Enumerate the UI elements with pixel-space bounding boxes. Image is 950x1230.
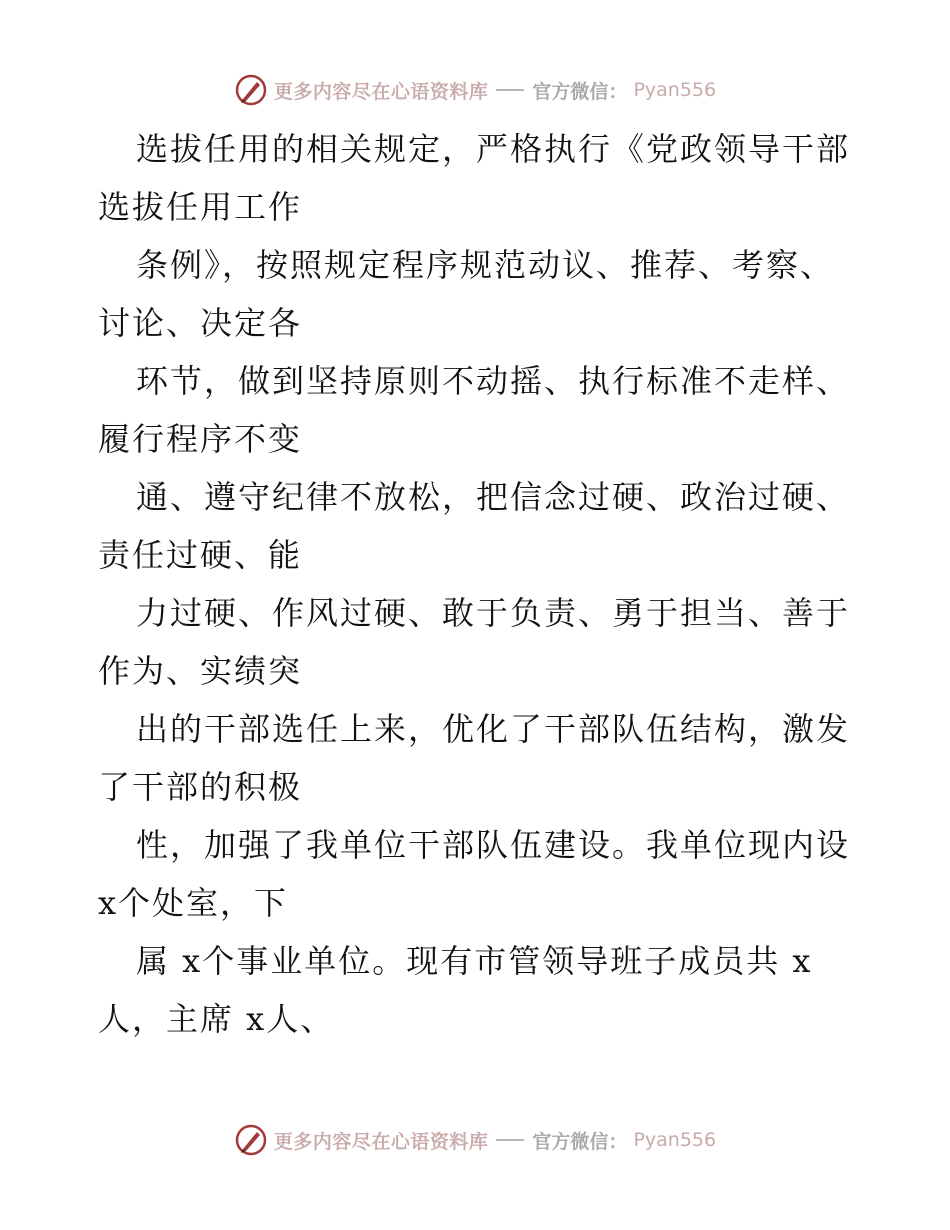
footer-banner-account: Pyan556 [633,1129,717,1151]
header-banner [0,70,950,110]
document-line: 条例》，按照规定程序规范动议、推荐、考察、 [136,246,835,284]
document-line: 履行程序不变 [98,420,303,458]
document-line: 选拔任用工作 [98,188,303,226]
document-line: x个处室，下 [98,884,289,922]
quill-logo-icon [234,73,268,107]
header-banner-label: 官方微信： [532,80,628,103]
header-banner-dash [496,89,524,91]
document-line: 性，加强了我单位干部队伍建设。我单位现内设 [136,826,851,864]
document-line: 通、遵守纪律不放松，把信念过硬、政治过硬、 [136,478,851,516]
header-banner-text: 更多内容尽在心语资料库 [273,80,489,103]
quill-logo-icon [234,1123,268,1157]
footer-banner [0,1120,950,1160]
document-line: 选拔任用的相关规定，严格执行《党政领导干部 [136,130,851,168]
footer-banner-dash [496,1139,524,1141]
document-line: 责任过硬、能 [98,536,303,574]
document-line: 出的干部选任上来，优化了干部队伍结构，激发 [136,710,851,748]
footer-banner-text: 更多内容尽在心语资料库 [273,1130,489,1153]
document-line: 力过硬、作风过硬、敢于负责、勇于担当、善于 [136,594,851,632]
document-line: 了干部的积极 [98,768,303,806]
header-banner-account: Pyan556 [633,79,717,101]
document-line: 环节，做到坚持原则不动摇、执行标准不走样、 [136,362,851,400]
document-line: 人，主席 x人、 [98,1000,335,1038]
document-line: 作为、实绩突 [98,652,303,690]
footer-banner-label: 官方微信： [532,1130,628,1153]
document-line: 属 x个事业单位。现有市管领导班子成员共 x [136,942,813,980]
document-body [98,120,858,1048]
document-line: 讨论、决定各 [98,304,303,342]
